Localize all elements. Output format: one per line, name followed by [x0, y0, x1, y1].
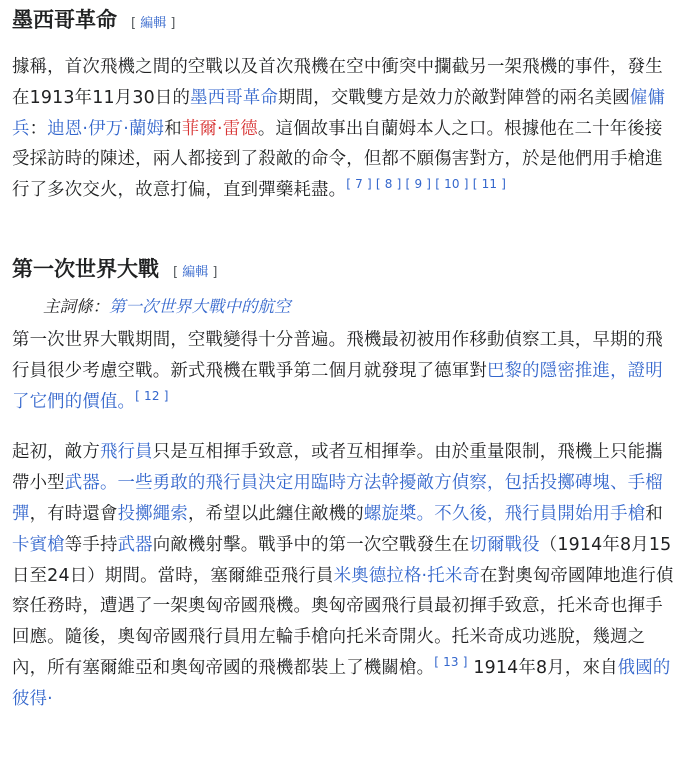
text: ，希望以此纏住敵機的 [187, 503, 364, 524]
text: 和 [164, 118, 182, 139]
text: 只是互相揮手致意，或者互相揮拳。由於重量限制，飛機上只能攜帶小型 [12, 442, 663, 494]
reference-link[interactable]: [ 9 ] [405, 177, 432, 192]
link-phil-rader[interactable]: 菲爾·雷德 [181, 118, 258, 139]
link-battle-of-cer[interactable]: 切爾戰役 [469, 534, 540, 555]
paragraph-wwi-early-combat [12, 437, 674, 714]
text: ： [29, 118, 48, 139]
reference-link[interactable]: [ 10 ] [435, 177, 469, 192]
section-title: 第一次世界大戰 [12, 256, 159, 281]
paragraph-wwi-intro [12, 325, 674, 417]
edit-section-link: [ 編輯 ] [131, 16, 176, 31]
link-propeller[interactable]: 螺旋槳。不久後，飛行員開始用手槍 [363, 503, 646, 524]
section-heading-wwi [12, 249, 674, 287]
reference-link[interactable]: [ 11 ] [472, 177, 507, 192]
link-russia[interactable]: 俄國的彼得· [12, 657, 671, 709]
hatnote-prefix: 主詞條： [43, 296, 109, 316]
text: 向敵機射擊。戰爭中的第一次空戰發生在 [152, 534, 470, 555]
section-heading-mexican-revolution [12, 0, 674, 38]
text: ，有時還會 [29, 503, 118, 524]
link-paris[interactable]: 巴黎的隱密推進，證明了它們的價值。 [12, 360, 663, 412]
text: 據稱，首次飛機之間的空戰以及首次飛機在空中衝突中攔截另一架飛機的事件，發生在1913年11月30日的 [12, 57, 663, 108]
edit-section-link: [ 編輯 ] [173, 264, 218, 280]
link-weapon[interactable]: 武器 [64, 473, 100, 494]
hatnote-main-article [12, 295, 674, 319]
text: 1914年8月，來自 [467, 657, 618, 678]
link-mercenary[interactable]: 僱傭兵 [12, 87, 666, 139]
link-mexican-revolution[interactable]: 墨西哥革命 [190, 87, 279, 108]
link-main-article[interactable]: 第一次世界大戰中的航空 [109, 296, 291, 316]
text: 第一次世界大戰期間，空戰變得十分普遍。飛機最初被用作移動偵察工具，早期的飛行員很少考慮空戰。新式飛機在戰爭第二個月就發現了德軍對 [12, 329, 663, 381]
text: 和 [645, 503, 663, 524]
reference-link[interactable]: [ 13 ] [434, 654, 468, 669]
section-title: 墨西哥革命 [12, 8, 117, 32]
edit-link[interactable]: 編輯 [140, 16, 167, 31]
text: 期間，交戰雙方是效力於敵對陣營的兩名美國 [278, 87, 630, 108]
link-dean-lamb[interactable]: 迪恩·伊万·蘭姆 [47, 118, 165, 139]
reference-link[interactable]: [ 12 ] [135, 388, 169, 403]
link-rope[interactable]: 投擲繩索 [117, 503, 188, 524]
link-aviator[interactable]: 飛行員 [99, 442, 153, 463]
text: 等手持 [64, 534, 118, 555]
link-improvised[interactable]: 。一些勇敢的飛行員決定用臨時方法幹擾敵方偵察，包括投擲磚塊、手榴彈 [12, 473, 663, 524]
edit-link[interactable]: 編輯 [182, 264, 209, 280]
text: 。這個故事出自蘭姆本人之口。根據他在二十年後接受採訪時的陳述，兩人都接到了殺敵的命令，但都不願傷害對方，於是他們用手槍進行了多次交火，故意打偏，直到彈藥耗盡。 [12, 118, 663, 201]
reference-link[interactable]: [ 7 ] [346, 177, 372, 192]
text: （1914年8月15日至24日）期間。當時，塞爾維亞飛行員 [12, 534, 672, 586]
link-miodrag-tomic[interactable]: 米奧德拉格·托米奇 [333, 565, 481, 586]
link-weapon[interactable]: 武器 [117, 534, 153, 555]
link-carbine[interactable]: 卡賓槍 [12, 534, 65, 555]
text: 在對奧匈帝國陣地進行偵察任務時，遭遇了一架奧匈帝國飛機。奧匈帝國飛行員最初揮手致意，托米奇也揮手回應。隨後，奧匈帝國飛行員用左輪手槍向托米奇開火。托米奇成功逃脫，幾週之內，所有塞爾維亞和奧匈帝國的飛機都裝上了機關槍。 [12, 565, 674, 678]
text: 起初，敵方 [12, 442, 100, 463]
reference-link[interactable]: [ 8 ] [375, 177, 402, 192]
paragraph-mexican-revolution [12, 52, 674, 206]
